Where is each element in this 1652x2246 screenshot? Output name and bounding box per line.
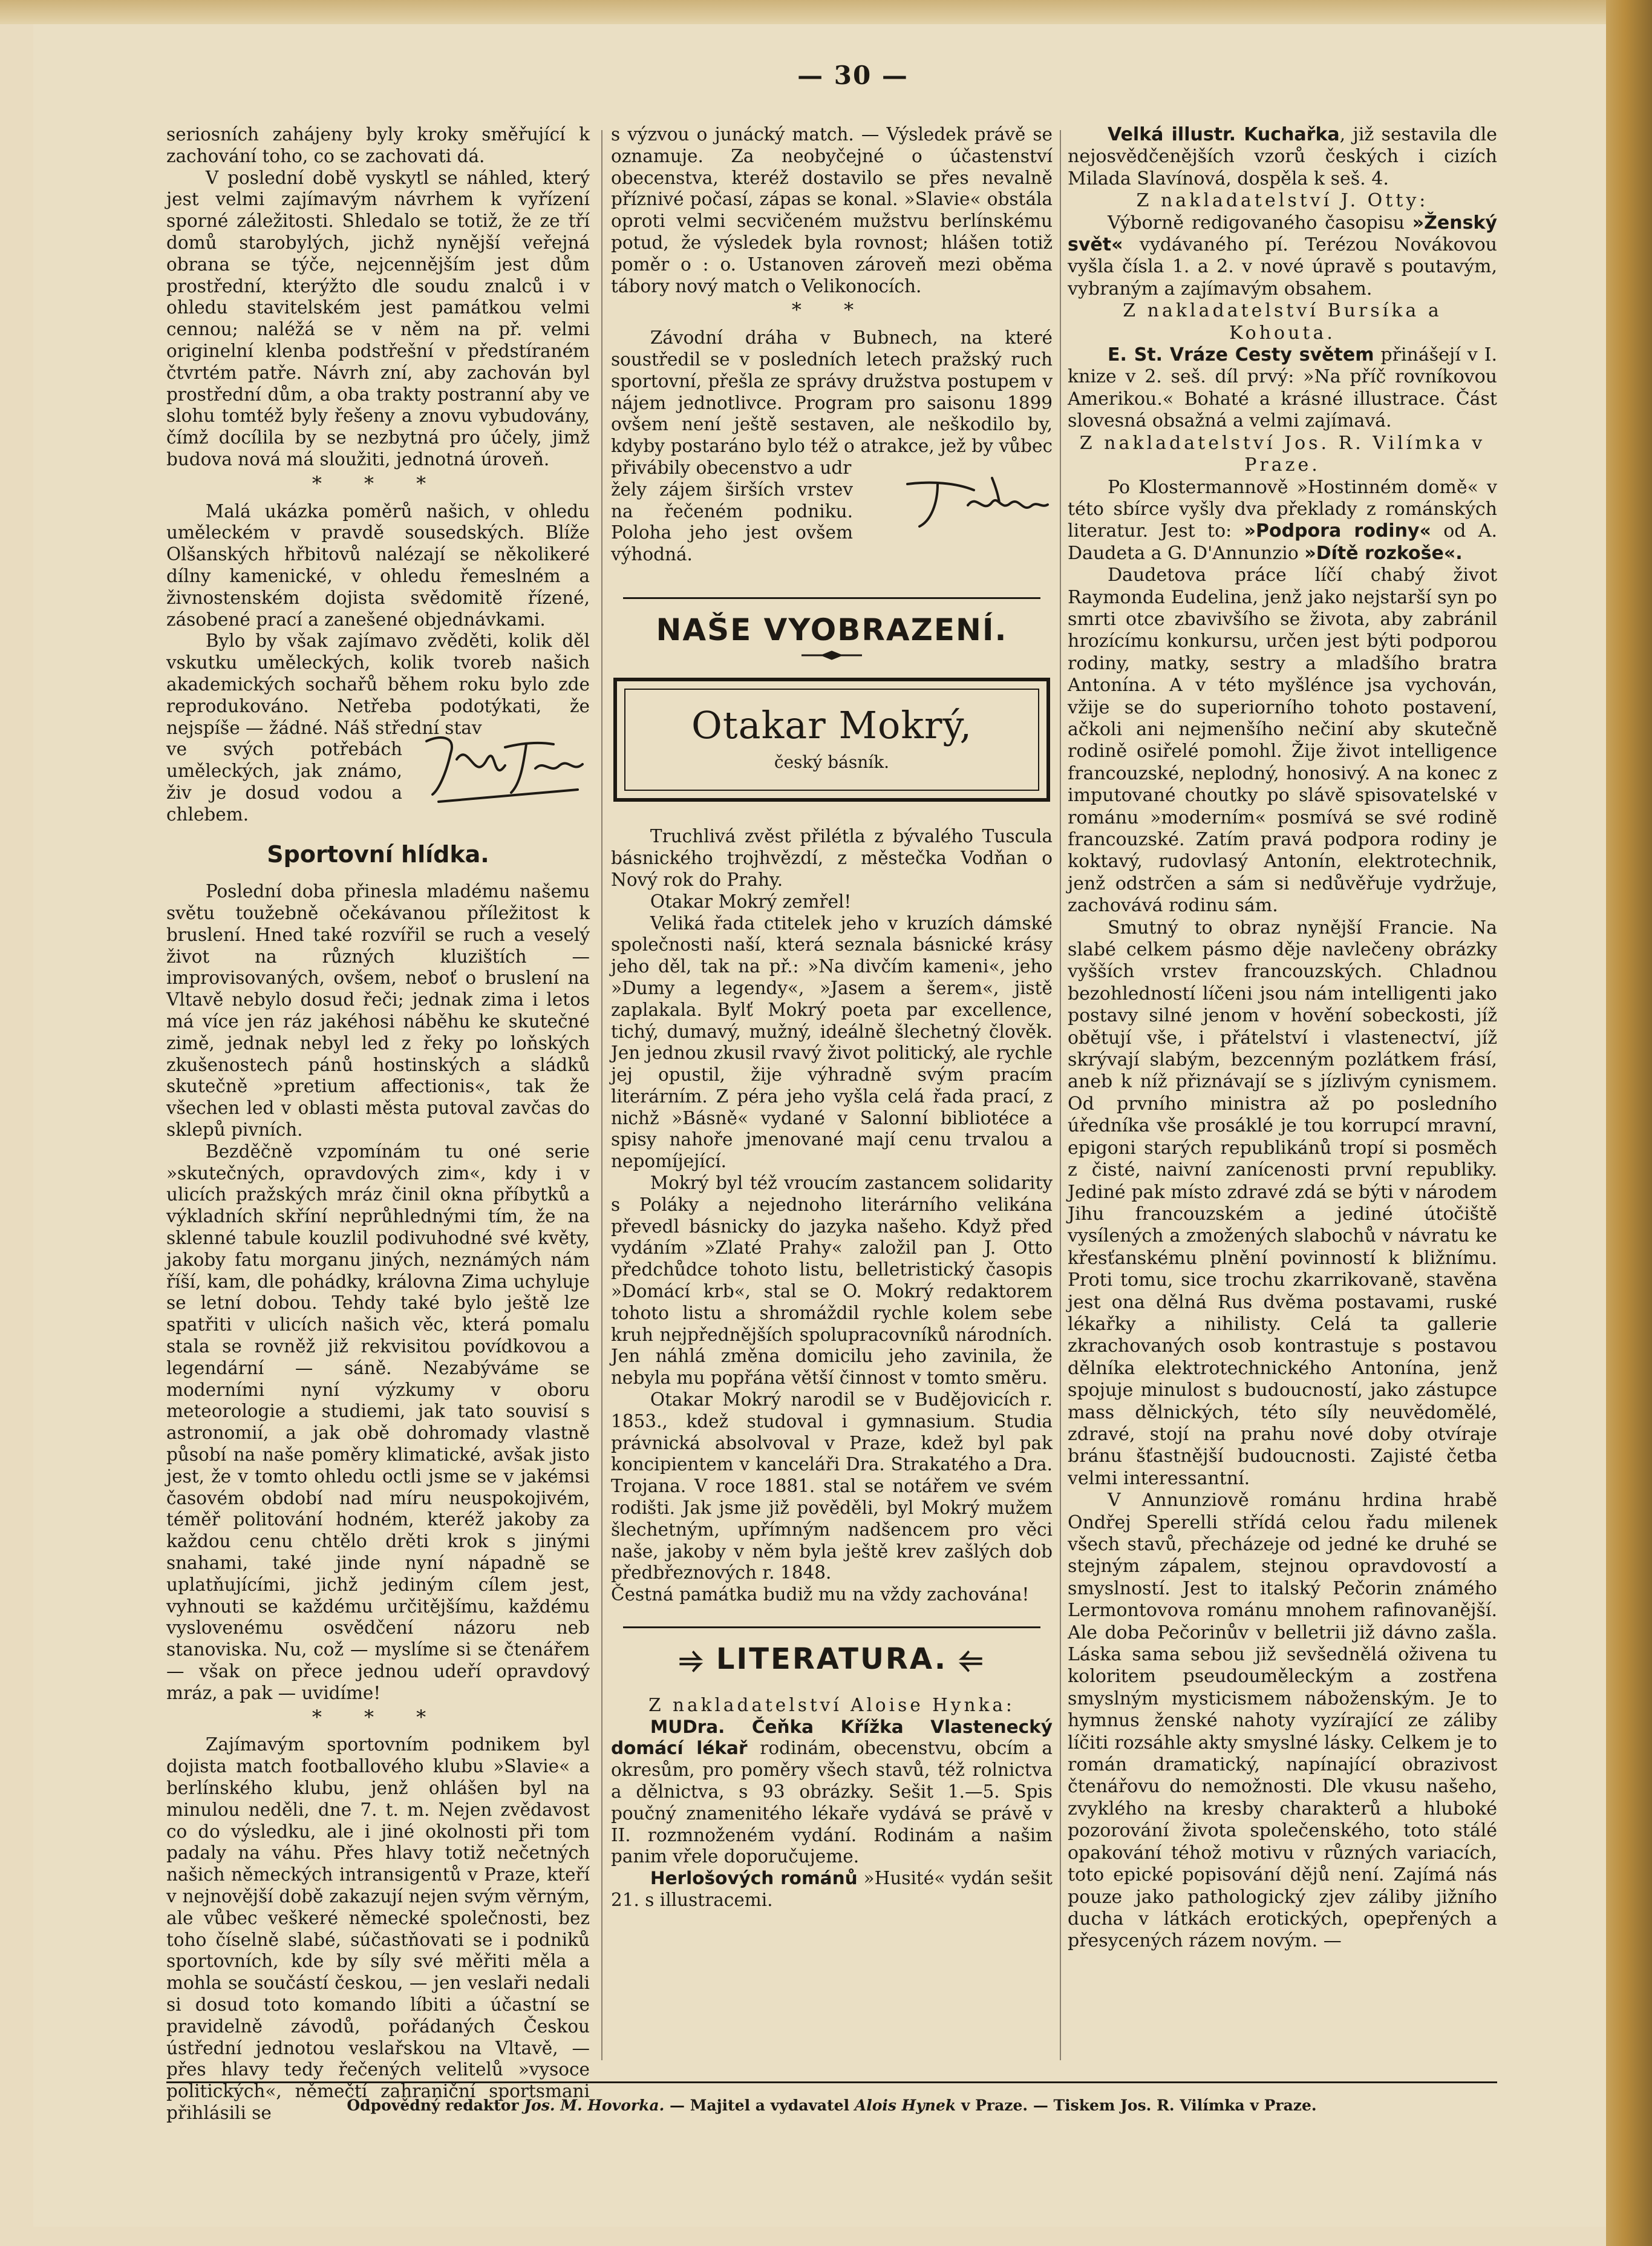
footer-text: v Praze. — Tiskem Jos. R. Vilímka v Praze.: [956, 2097, 1317, 2114]
col2-paragraph: [611, 1717, 1053, 1868]
book-title: »Ženský svět«: [1068, 212, 1497, 256]
literatura-title: LITERATURA.: [716, 1642, 948, 1677]
col3-paragraph: Smutný to obraz nynější Francie. Na slabé celkem pásmo děje navlečeny obrázky vyšších vrstev francouzských. Chladnou bezohledností líčeni jsou nám intelligenti jako postavy silné jenom v hovění sobeckosti, jíž obětují vše, i přátelství i vlastenectví, jíž skrývají slabým, bezcenným pozlátkem frásí, aneb k níž přiznávají se s jízlivým cynismem. Od prvního ministra až po posledního úředníka vše prosáklé je tou korrupcí mravní, epigoni starých republikánů tropí si posměch z čisté, naivní zanícenosti první republiky. Jediné pak místo zdravé zdá se býti v národem Jihu francouzském a jediné útočiště vysílených a zmožených slabochů v návratu ke křesťanskému plnění povinností k bližnímu. Proti tomu, sice trochu zkarrikovaně, stavěna jest ona dělná Rus dvěma postavami, ruské lékařky a nihilisty. Celá ta gallerie zkrachovaných osob kontrastuje s postavou dělníka elektrotechnického Antonína, jenž spojuje minulost s budoucností, jako zástupce mass dělnických, této síly neuvědomělé, zdravé, stojí na prahu nové doby otvíraje bránu šťastnější budoucnosti. Zajisté četba velmi interessantní.: [1068, 917, 1497, 1489]
book-description: přinášejí v I. knize v 2. seš. díl prvý: »Na příč rovníkovou Amerikou.« Bohaté a krásné illustrace. Část slovesná obsažná a velmi zajímavá.: [1068, 344, 1497, 432]
book-title: »Dítě rozkoše«.: [1304, 542, 1463, 564]
publisher-heading: Z nakladatelství Jos. R. Vilímka v Praze.: [1079, 432, 1486, 476]
col2-paragraph: Truchlivá zvěst přilétla z bývalého Tuscula básnického trojhvězdí, z městečka Vodňan o Nový rok do Prahy.: [611, 826, 1053, 890]
book-title: Velká illustr. Kuchařka: [1108, 124, 1340, 145]
col1-paragraph: Bezděčně vzpomínám tu oné serie »skutečných, opravdových zim«, kdy i v ulicích pražských mráz činil okna příbytků a výkladních skříní neprůhlednými tím, že na sklenné tabule kouzlil podivuhodné své květy, jakoby fatu morganu jiných, neznámých nám říší, kam, dle pohádky, královna Zima uchyluje se letní dobou. Tehdy také bylo ještě lze spatřiti v ulicích našich věc, která pomalu stala se rovněž již rekvisitou povídkovou a legendární — sáně. Nezabýváme se moderními nyní výzkumy v oboru meteorologie a studiemi, jak tato souvisí s astronomií, a jak obě dohromady vlastně působí na naše poměry klimatické, avšak jisto jest, že v tomto ohledu octli jsme se v jakémsi časovém období nad míru neuspokojivém, téměř politování hodném, kteréž jakoby za každou cenu chtělo drěti krok s jinými snahami, také jinde nyní nápadně se uplatňujícími, jichž jediným cílem jest, vyhnouti se každému určitějšímu, každému vyslovenému osvědčení názoru neb stanoviska. Nu, což — myslíme si se čtenářem — však on přece jednou udeří opravdový mráz, a pak — uvidíme!: [166, 1141, 590, 1703]
col2-paragraph: Otakar Mokrý zemřel!: [650, 891, 852, 912]
text-span: od A. Daudeta a G. D'Annunzio: [1068, 520, 1497, 564]
column-3: [1068, 124, 1497, 1953]
col3-paragraph: [1068, 344, 1497, 433]
col1-paragraph: V poslední době vyskytl se náhled, který jest velmi zajímavým návrhem k vyřízení sporné záležitosti. Shledalo se totiž, že ze tří domů starobylých, jichž nynější veřejná obrana se týče, nejcennějším jest dům prostřední, kterýžto dle soudu znalců i v ohledu stavitelském jest památkou velmi cennou; naléžá se v něm na př. velmi originelní klenba podstřešní v předstíraném čtvrtém patře. Návrh zní, aby zachován byl prostřední dům, a oba trakty postranní aby ve slohu tomtéž byly řešeny a znovu vybudovány, čímž docílila by se nezbytná pro účely, jimž budova nová má sloužiti, jednotná úroveň.: [166, 167, 590, 470]
footer-text: Odpovědný redaktor: [347, 2097, 524, 2114]
book-description: rodinám, obecenstvu, obcím a okresům, pro poměry všech stavů, též rolnictva a dělnictva, s 93 obrázky. Sešit 1.—5. Spis poučný znamenitého lékaře vydává se právě v II. rozmnoženém vydání. Rodinám a našim panim vřele doporučujeme.: [611, 1738, 1053, 1867]
col3-paragraph: V Annunziově románu hrdina hrabě Ondřej Sperelli střídá celou řadu milenek všech stavů, přecházeje od jedné ke druhé se stejným zápalem, stejnou opravdovostí a smyslností. Jest to italský Pečorin známého Lermontovova románu mnohem rafinovanější. Ale doba Pečorinův v belletrii již dávno zašla. Láska sama sebou již sevšednělá oživena tu koloritem pseudouměleckým a zostřena smyslným mysticismem náboženským. Je to hymnus ženské nahoty vyzírající ze záliby líčiti rozsáhle akty smyslné lásky. Celkem je to román dramatický, napínající obrazivost čtenářovu do nemožnosti. Dle vkusu našeho, zvyklého na kresby charakterů a hluboké pozorování života společenského, toto stálé opakování téhož motivu v různých variacích, toto epické popisování dějů není. Zajímá nás pouze jako pathologický zjev záliby jižního ducha v látkách erotických, opepřených a přesycených rázem novým. —: [1068, 1490, 1497, 1952]
col1-paragraph: Zajímavým sportovním podnikem byl dojista match footballového klubu »Slavie« a berlínského klubu, jenž ohlášen byl na minulou neděli, dne 7. t. m. Nejen zvědavost co do výsledku, ale i jiné okolnosti při tom padaly na váhu. Přes hlavy totiž nečetných našich německých intransigentů v Praze, kteří v nejnovější době zakazují nejen svým věrným, ale vůbec veškeré německé společnosti, bez toho číselně slabé, súčastňovati se i podniků sportovních, kde by síly své měřiti měla a mohla se součástí českou, — jen veslaři nedali si dosud toto komando líbiti a účastní se pravidelně závodů, pořádaných Českou ústřední jednotou veslařskou na Vltavě, — přes hlavy tedy řečených velitelů »vysoce politických«, němečtí zahraniční sportsmani přihlásili se: [166, 1734, 590, 2123]
footer-text: — Majitel a vydavatel: [664, 2097, 855, 2114]
section-heading-literatura: [611, 1642, 1053, 1677]
handwritten-signature-1: [414, 717, 590, 808]
section-heading: Sportovní hlídka.: [267, 840, 489, 868]
col1-paragraph: seriosních zahájeny byly kroky směřující k zachování toho, co se zachovati dá.: [166, 124, 590, 166]
text-span: Po Klostermannově »Hostinném domě« v této sbírce vyšly dva překlady z románských literatur. Jest to:: [1068, 476, 1497, 542]
col1-paragraph: ve svých potřebách uměleckých, jak známo, živ je dosud vodou a chlebem.: [166, 739, 402, 825]
portrait-name: Otakar Mokrý,: [691, 702, 973, 747]
col2-paragraph: Čestná památka budiž mu na vždy zachována!: [611, 1584, 1030, 1605]
section-rule: [623, 597, 1040, 599]
book-description: »Husité« vydán sešit 21. s illustracemi.: [611, 1868, 1053, 1910]
page-top-edge: [0, 0, 1652, 24]
column-1: [166, 124, 590, 2124]
col1-paragraph: Bylo by však zajímavo zvěděti, kolik děl vskutku uměleckých, kolik tvoreb našich akademických sochařů během roku bylo zde reprodukováno. Netřeba podotýkati, že nejspíše — žádné. Náš střední stav: [166, 630, 590, 738]
col2-paragraph: Otakar Mokrý narodil se v Budějovicích r. 1853., kdež studoval i gymnasium. Studia právnická absolvoval v Praze, kdež byl pak koncipientem v kanceláři Dra. Strakatého a Dra. Trojana. V roce 1881. stal se notářem ve svém rodišti. Jak jsme již pověděli, byl Mokrý mužem šlechetným, upřímným nadšencem pro věci naše, jakoby v něm byla ještě krev zašlých dob předbřeznových r. 1848.: [611, 1389, 1053, 1583]
section-stars: * * *: [312, 1705, 445, 1729]
col2-paragraph: Mokrý byl též vroucím zastancem solidarity s Poláky a nejednoho literárního velikána převedl básnicky do jazyka našeho. Když před vydáním »Zlaté Prahy« založil pan J. Otto předchůdce tohoto listu, belletristický časopis »Domácí krb«, stal se O. Mokrý redaktorem tohoto listu a shromáždil rychle kolem sebe kruh nejpřednějších spolupracovníků národních. Jen náhlá změna domicilu jeho zavinila, že nebyla mu popřána větší činnost v tomto směru.: [611, 1173, 1053, 1389]
col1-paragraph: Malá ukázka poměrů našich, v ohledu uměleckém v pravdě sousedských. Blíže Olšanských hřbitovů nalézají se několikeré dílny kamenické, v ohledu řemeslném a živnostenském dojista svědomitě řízené, zásobené prací a zanešené objednávkami.: [166, 500, 590, 630]
col3-paragraph: [1068, 124, 1497, 190]
page-number: — 30 —: [797, 61, 909, 90]
col2-paragraph: žely zájem širších vrstev na řečeném podniku. Poloha jeho jest ovšem výhodná.: [611, 479, 853, 565]
publisher-heading: Z nakladatelství Bursíka a Kohouta.: [1123, 300, 1442, 344]
handwritten-signature-2: [901, 466, 1053, 532]
book-title: »Podpora rodiny«: [1244, 520, 1431, 542]
book-title: Herlošových románů: [650, 1868, 858, 1889]
ornament-icon: [611, 645, 1053, 667]
book-title: MUDra. Čeňka Křížka Vlastenecký domácí lékař: [611, 1716, 1053, 1759]
col3-paragraph: [1068, 477, 1497, 565]
col3-paragraph: [1068, 212, 1497, 301]
section-stars: * *: [791, 298, 872, 322]
column-2: [611, 124, 1053, 1911]
imprint-footer: [166, 2097, 1497, 2114]
footer-editor: Jos. M. Hovorka.: [524, 2097, 665, 2114]
signature-row: [166, 739, 590, 825]
publisher-heading: Z nakladatelství Aloise Hynka:: [648, 1694, 1015, 1715]
col2-paragraph: s výzvou o junácký match. — Výsledek právě se oznamuje. Za neobyčejné o účastenství obecenstva, kteréž dostavilo se přes nevalně příznivé počasí, zápas se konal. »Slavie« obstála oproti velmi secvičeném mužstvu berlínskému potud, že výsledek byla rovnost; hlášen totiž poměr o : o. Ustanoven zároveň mezi oběma tábory nový match o Velikonocích.: [611, 124, 1053, 296]
column-divider-right: [1060, 130, 1061, 2060]
col1-paragraph: Poslední doba přinesla mladému našemu světu toužebně očekávanou příležitost k bruslení. Hned také rozvířil se ruch a veselý život na různých kluzištích — improvisovaných, ovšem, neboť o bruslení na Vltavě nebylo dosud řeči; jednak zima i letos má více jen ráz jakéhosi náběhu ke skutečné zimě, jednak nebyl led z řeky po loňských zkušenostech pánů hostinských a sládků skutečně »pretium affectionis«, tak že všechen led v oblasti města putoval zavčas do sklepů pivních.: [166, 881, 590, 1141]
col2-paragraph: [611, 1868, 1053, 1911]
footer-rule: [166, 2081, 1497, 2083]
col2-paragraph: Veliká řada ctitelek jeho v kruzích dámské společnosti naší, která seznala básnické krásy jeho děl, tak na př.: »Na divčím kameni«, jeho »Dumy a legendy«, »Jasem a šerem«, jistě zaplakala. Bylť Mokrý poeta par excellence, tichý, dumavý, mužný, ideálně šlechetný člověk. Jen jednou zkusil rvavý život politický, ale rychle jej opustil, žije výhradně svým pracím literárním. Z péra jeho vyšla celá řada prací, z nichž »Básně« vydané v Salonní bibliotéce a spisy nahoře jmenované mají cenu trvalou a nepomíjející.: [611, 912, 1053, 1172]
arrow-right-icon: ⥤: [679, 1642, 716, 1677]
portrait-frame-inner: [624, 689, 1039, 791]
col3-paragraph: Daudetova práce líčí chabý život Raymonda Eudelina, jenž jako nejstarší syn po smrti otce zbavivšího se života, aby zabránil hrozícímu konkursu, určen jest býti podporou rodiny, matky, sestry a mladšího bratra Antonína. A v této myšlénce jsa vychován, vžije se do superiorního tohoto postavení, ačkoli ani nejmenšího nečiní aby skutečně rodině osiřelé pomohl. Žije život intelligence francouzské, neplodný, honosivý. A na konec z imputované choutky po slávě spisovatelské v románu »moderním« posmívá se své rodině francouzské. Zatím pravá podpora rodiny je koktavý, rudovlasý Antonín, elektrotechnik, jenž odstrčen a sám si nedůvěřuje vydržuje, zachovává rodinu sám.: [1068, 565, 1497, 917]
portrait-subtitle: český básník.: [774, 751, 890, 772]
section-heading-vyobrazeni: NAŠE VYOBRAZENÍ.: [656, 612, 1008, 647]
text-span: Výborně redigovaného časopisu: [1108, 212, 1412, 234]
section-rule: [623, 1626, 1040, 1628]
column-divider-left: [601, 130, 602, 2060]
book-title: E. St. Vráze Cesty světem: [1108, 344, 1374, 366]
arrow-left-icon: ⥢: [947, 1642, 985, 1677]
col2-paragraph: Závodní dráha v Bubnech, na které soustředil se v posledních letech pražský ruch sportovní, přešla ze správy družstva postupem v nájem jednotlivce. Program pro saisonu 1899 ovšem není ještě sestaven, ale neškodilo by, kdyby postaráno bylo též o atrakce, jež by vůbec přivábily obecenstvo a udr: [611, 327, 1053, 478]
portrait-frame: [613, 678, 1050, 802]
footer-owner: Alois Hynek: [854, 2097, 956, 2114]
book-description: vydávaného pí. Terézou Novákovou vyšla čísla 1. a 2. v nové úpravě s poutavým, vybraným a zajímavým obsahem.: [1068, 234, 1497, 300]
book-description: , již sestavila dle nejosvědčenějších vzorů českých i cizích Milada Slavínová, dospěla k seš. 4.: [1068, 124, 1497, 189]
publisher-heading: Z nakladatelství J. Otty:: [1136, 190, 1429, 212]
signature-row: [611, 479, 1053, 566]
binding-edge: [1606, 0, 1652, 2246]
section-stars: * * *: [312, 471, 445, 495]
